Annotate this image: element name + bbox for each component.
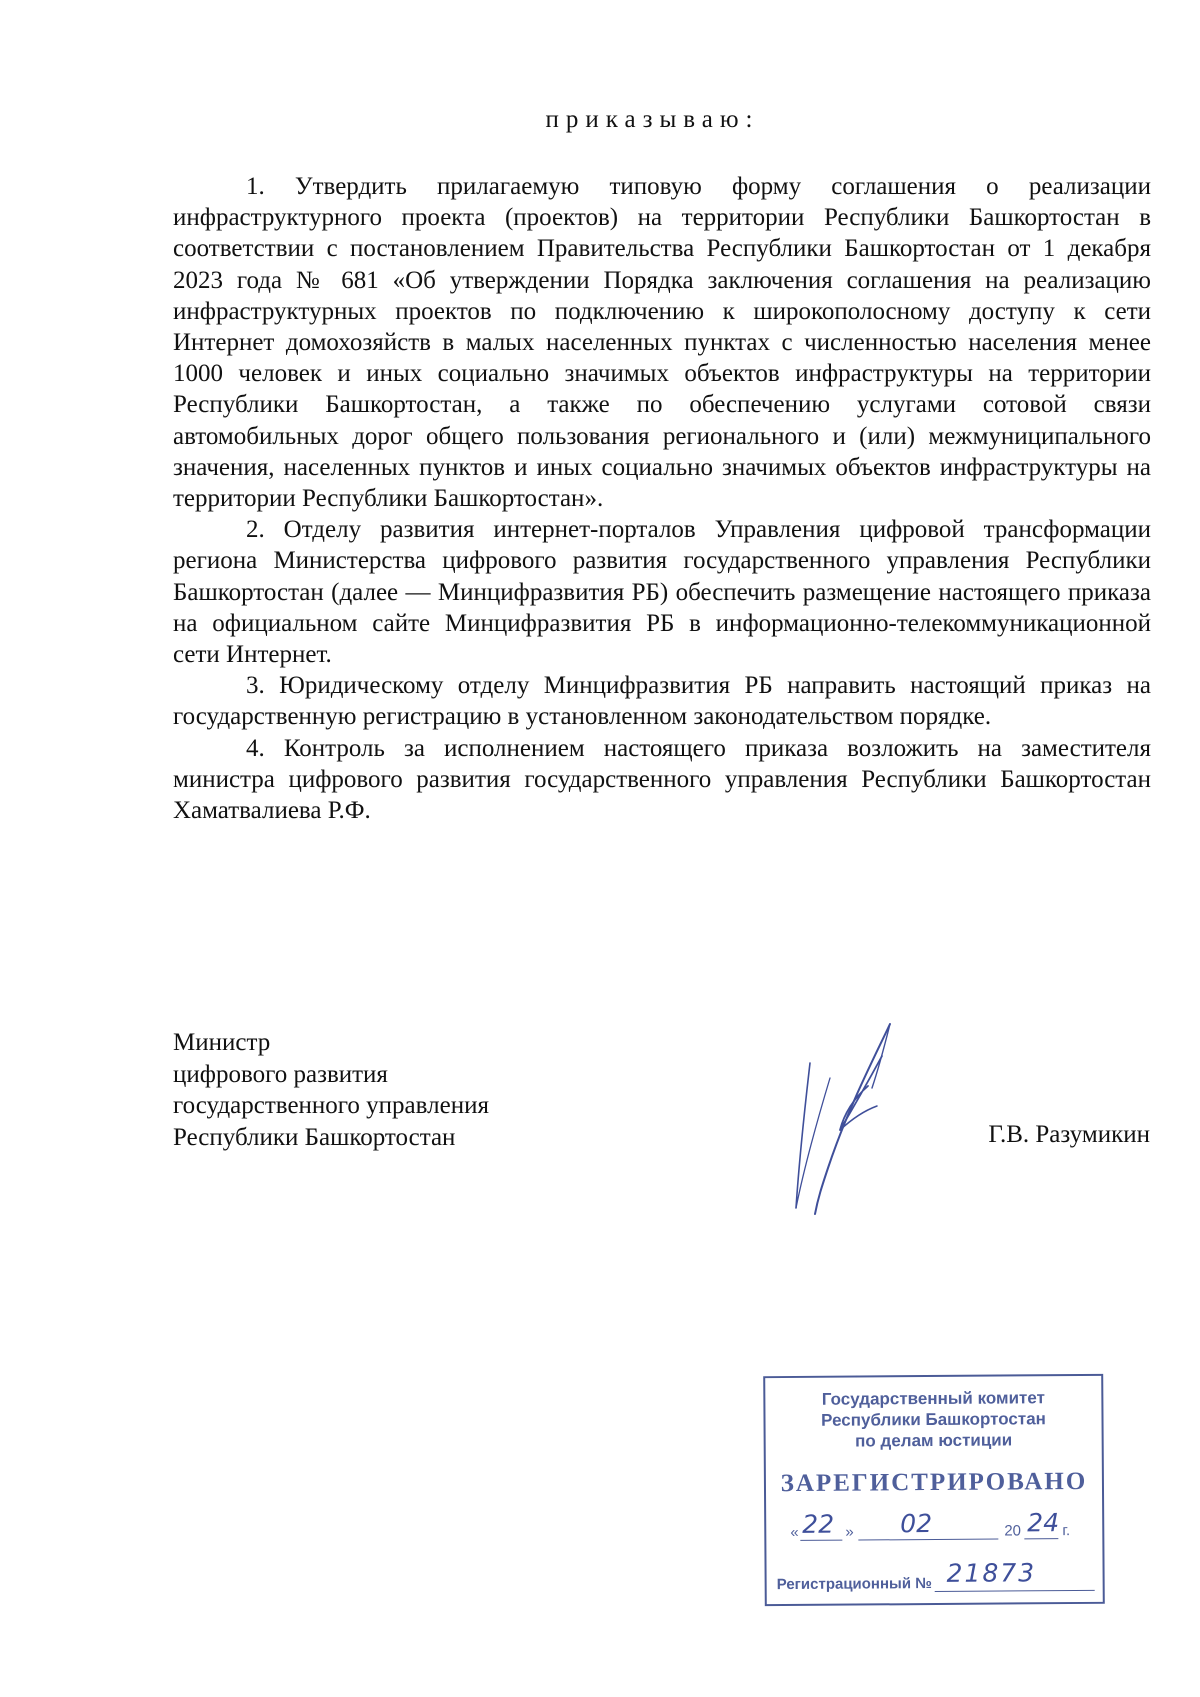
order-body [173, 171, 1151, 826]
registration-stamp [763, 1374, 1105, 1606]
signer-name: Г.В. Разумикин [988, 1121, 1150, 1148]
stamp-reg-number: 21873 [946, 1558, 1037, 1588]
stamp-org-line: Республики Башкортостан [821, 1409, 1046, 1430]
stamp-date [790, 1508, 1090, 1548]
order-item-1: 1. Утвердить прилагаемую типовую форму соглашения о реализации инфраструктурного проекта (проектов) на территории Республики Башкортостан в соответствии с постановлением Правительства Республики Башкортостан от 1 декабря 2023 года № 681 «Об утверждении Порядка заключения соглашения на реализацию инфраструктурных проектов по подключению к широкополосному доступу к сети Интернет домохозяйств в малых населенных пунктах с численностью населения менее 1000 человек и иных социально значимых объектов инфраструктуры на территории Республики Башкортостан, а также по обеспечению услугами сотовой связи автомобильных дорог общего пользования регионального и (или) межмуниципального значения, населенных пунктов и иных социально значимых объектов инфраструктуры на территории Республики Башкортостан». [173, 173, 1151, 513]
stamp-org-line: по делам юстиции [855, 1430, 1013, 1451]
handwritten-signature [778, 1018, 944, 1226]
signer-title-line: Республики Башкортостан [173, 1123, 456, 1151]
stamp-org-line: Государственный комитет [821, 1388, 1045, 1409]
signer-title [173, 1027, 489, 1153]
signer-title-line: цифрового развития [173, 1060, 388, 1088]
order-item-4: 4. Контроль за исполнением настоящего приказа возложить на заместителя министра цифрового развития государственного управления Республики Башкортостан Хаматвалиева Р.Ф. [173, 734, 1151, 825]
order-item-3: 3. Юридическому отделу Минцифразвития РБ направить настоящий приказ на государственную регистрацию в установленном законодательством порядке. [173, 672, 1151, 731]
stamp-registration [776, 1558, 1097, 1598]
stamp-date-year-prefix: 20 [1004, 1522, 1022, 1540]
order-heading: приказываю: [545, 106, 760, 133]
signer-title-line: государственного управления [173, 1092, 489, 1119]
signer-title-line: Министр [173, 1029, 271, 1056]
stamp-date-close-quote: » [845, 1523, 854, 1541]
stamp-status: ЗАРЕГИСТРИРОВАНО [780, 1467, 1088, 1498]
order-item-2: 2. Отделу развития интернет-порталов Управления цифровой трансформации региона Министерства цифрового развития государственного управления Республики Башкортостан (далее — Минцифразвития РБ) обеспечить размещение настоящего приказа на официальном сайте Минцифразвития РБ в информационно-телекоммуникационной сети Интернет. [173, 516, 1151, 669]
stamp-date-year-unit: г. [1062, 1522, 1071, 1540]
stamp-date-year-suffix: 24 [1027, 1508, 1060, 1538]
stamp-date-day: 22 [802, 1509, 835, 1539]
stamp-organization [765, 1387, 1101, 1452]
stamp-reg-label: Регистрационный № [776, 1575, 932, 1594]
stamp-date-open-quote: « [790, 1523, 799, 1542]
stamp-date-month: 02 [900, 1509, 933, 1539]
